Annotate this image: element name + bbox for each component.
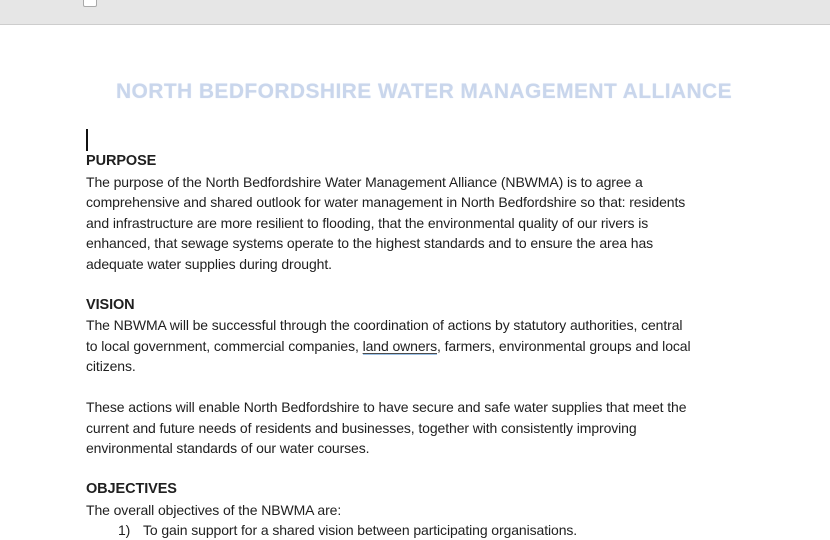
document-page[interactable]	[0, 25, 830, 540]
blank-line	[86, 274, 762, 295]
text-line: environmental standards of our water courses.	[86, 440, 370, 456]
blank-line	[86, 377, 762, 398]
text-line: These actions will enable North Bedfordshire to have secure and safe water supplies that meet the	[86, 399, 687, 415]
toolbar-strip	[0, 0, 830, 25]
text-line: current and future needs of residents and businesses, together with consistently improving	[86, 419, 637, 436]
text-line: The overall objectives of the NBWMA are:	[86, 501, 342, 518]
text-segment: , farmers, environmental groups and local	[437, 337, 691, 354]
text-line: enhanced, that sewage systems operate to the highest standards and to ensure the area has	[86, 235, 654, 251]
checkbox-icon[interactable]	[83, 0, 97, 7]
text-line: adequate water supplies during drought.	[86, 255, 332, 272]
text-cursor	[86, 129, 88, 151]
list-item-number: 1)	[118, 522, 131, 538]
text-line: The NBWMA will be successful through the coordination of actions by statutory authorities, central	[86, 317, 683, 333]
document-title: NORTH BEDFORDSHIRE WATER MANAGEMENT ALLIANCE	[115, 80, 733, 103]
list-item-text: To gain support for a shared vision between participating organisations.	[143, 522, 578, 538]
grammar-flagged-text[interactable]: land owners	[362, 337, 437, 354]
text-line	[86, 336, 762, 357]
list-item	[86, 520, 762, 540]
text-line: and infrastructure are more resilient to flooding, that the environmental quality of our rivers is	[86, 214, 649, 231]
section-heading-objectives: OBJECTIVES	[86, 481, 177, 497]
empty-paragraph-line	[86, 129, 762, 151]
text-segment: to local government, commercial companies,	[86, 337, 363, 354]
text-line: citizens.	[86, 358, 136, 374]
section-heading-purpose: PURPOSE	[86, 153, 157, 169]
document-content	[86, 25, 762, 540]
section-heading-vision: VISION	[86, 296, 135, 313]
text-line: comprehensive and shared outlook for water management in North Bedfordshire so that: residents	[86, 194, 686, 210]
text-line: The purpose of the North Bedfordshire Water Management Alliance (NBWMA) is to agree a	[86, 173, 643, 190]
blank-line	[86, 459, 762, 480]
